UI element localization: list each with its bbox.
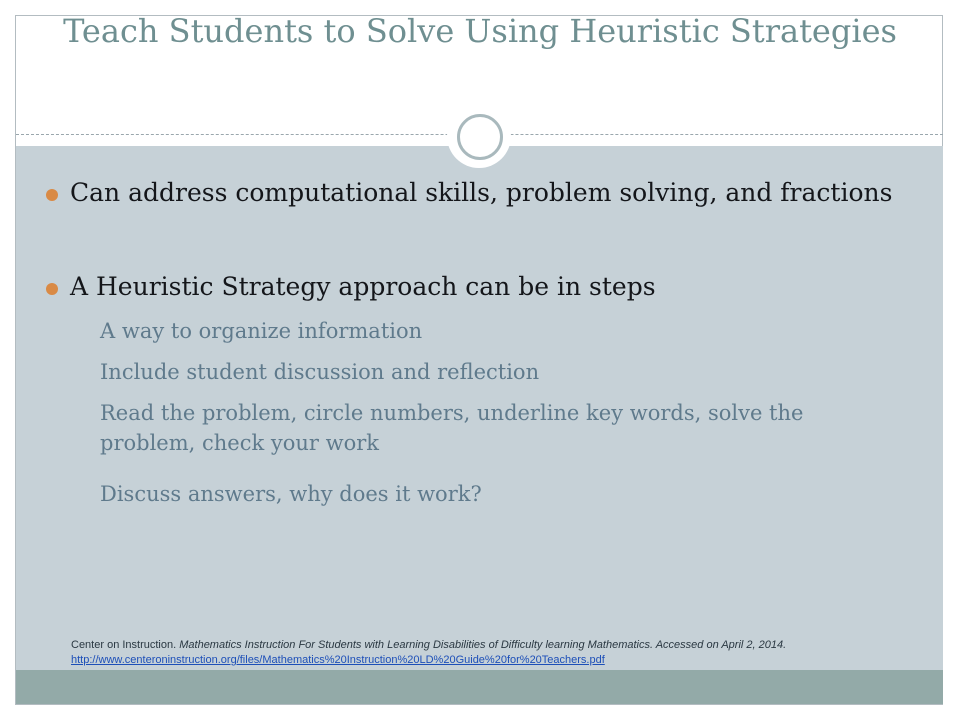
sub-bullet-item	[100, 479, 900, 509]
sub-bullet-item	[100, 357, 900, 387]
slide-title: Teach Students to Solve Using Heuristic Strategies	[63, 12, 897, 50]
bullet-dot-icon	[46, 189, 58, 201]
bullet-text: Can address computational skills, problem solving, and fractions	[70, 178, 893, 207]
sub-bullet-text: A way to organize information	[100, 319, 423, 343]
bullet-item	[70, 176, 910, 210]
bullet-text: A Heuristic Strategy approach can be in steps	[70, 272, 656, 301]
sub-bullet-item	[100, 316, 900, 346]
sub-bullet-text: Read the problem, circle numbers, underline key words, solve the problem, check your work	[100, 401, 804, 455]
bottom-band	[16, 670, 943, 704]
sub-bullet-item	[100, 398, 900, 458]
citation-title: Mathematics Instruction For Students with Learning Disabilities of Difficulty learning Mathematics.	[179, 639, 656, 651]
sub-bullet-text: Discuss answers, why does it work?	[100, 482, 482, 506]
divider-circle-icon	[447, 104, 511, 168]
citation-source: Center on Instruction.	[71, 639, 180, 651]
bullet-item	[70, 270, 910, 304]
citation-accessed: Accessed on April 2, 2014.	[655, 639, 787, 651]
bullet-dot-icon	[46, 283, 58, 295]
citation-link[interactable]: http://www.centeroninstruction.org/files/Mathematics%20Instruction%20LD%20Guide%20for%20Teachers.pdf	[71, 654, 605, 666]
sub-bullet-text: Include student discussion and reflection	[100, 360, 540, 384]
citation	[71, 638, 931, 668]
